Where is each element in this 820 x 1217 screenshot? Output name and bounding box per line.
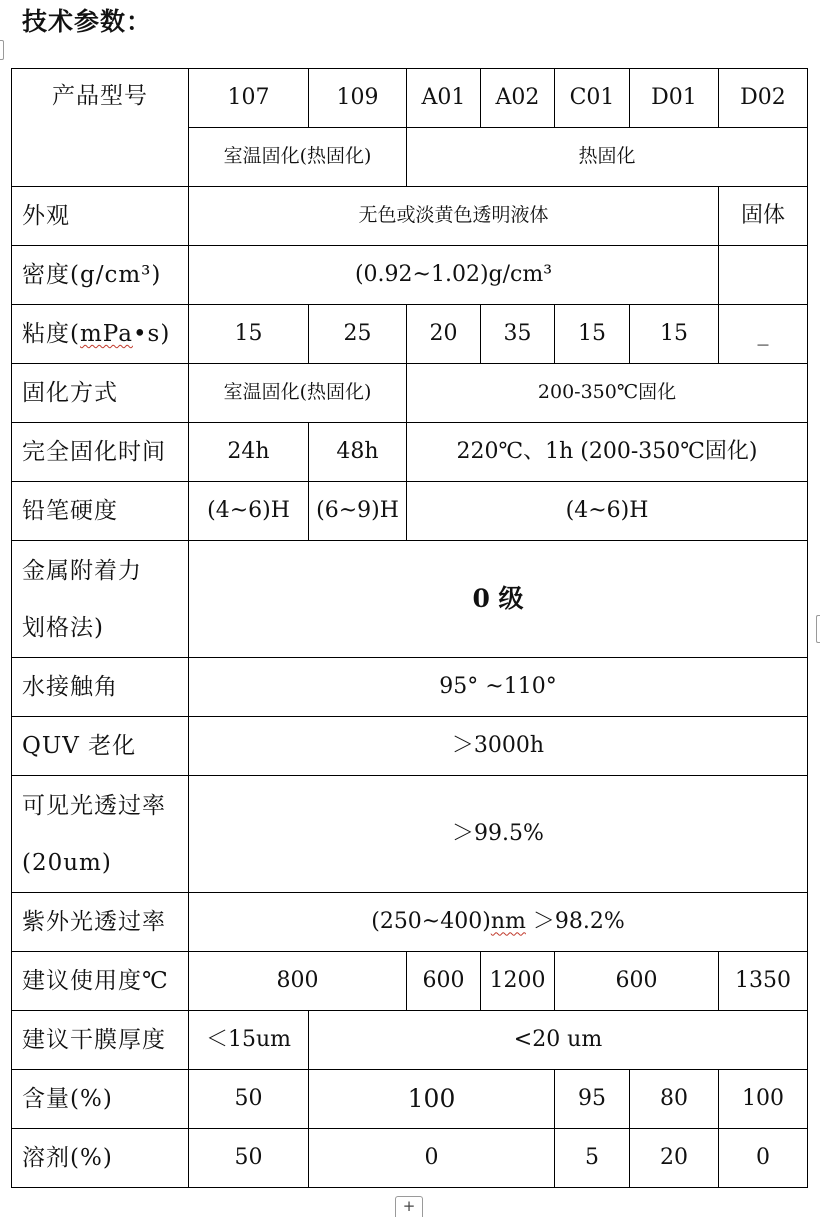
table-row — [12, 187, 808, 246]
content-d01-cell: 80 — [630, 1070, 719, 1129]
table-row — [12, 1011, 808, 1070]
viscosity-label — [12, 305, 189, 364]
pencil-hardness-label: 铅笔硬度 — [12, 482, 189, 541]
appearance-label: 外观 — [12, 187, 189, 246]
model-107-cell: 107 — [189, 69, 309, 128]
page-heading: 技术参数： — [22, 7, 153, 36]
table-row — [12, 1070, 808, 1129]
content-109-a02-cell: 100 — [309, 1070, 555, 1129]
density-label: 密度(g/cm³) — [12, 246, 189, 305]
full-cure-time-others-cell: 220℃、1h (200-350℃固化) — [407, 423, 808, 482]
technical-parameters-table — [11, 68, 808, 1188]
recommended-temp-107-109-cell: 800 — [189, 952, 407, 1011]
recommended-temp-d02-cell: 1350 — [719, 952, 808, 1011]
recommended-temp-label: 建议使用度℃ — [12, 952, 189, 1011]
content-107-cell: 50 — [189, 1070, 309, 1129]
adhesion-label — [12, 541, 189, 658]
table-row — [12, 776, 808, 893]
table-row — [12, 482, 808, 541]
table-row — [12, 952, 808, 1011]
dry-film-thickness-others-cell: <20 um — [309, 1011, 808, 1070]
uv-range-text: (250~400) — [371, 909, 491, 935]
adhesion-label-line2: 划格法) — [22, 615, 104, 641]
adhesion-value-cell: 0 级 — [189, 541, 808, 658]
table-row — [12, 69, 808, 128]
viscosity-a01-cell: 20 — [407, 305, 481, 364]
uv-transmittance-label: 紫外光透过率 — [12, 893, 189, 952]
viscosity-c01-cell: 15 — [555, 305, 630, 364]
model-a02-cell: A02 — [481, 69, 555, 128]
cure-method-room-cell: 室温固化(热固化) — [189, 364, 407, 423]
recommended-temp-a02-cell: 1200 — [481, 952, 555, 1011]
table-row — [12, 893, 808, 952]
viscosity-d02-cell: _ — [719, 305, 808, 364]
cure-group-room-cell: 室温固化(热固化) — [189, 128, 407, 187]
viscosity-label-suffix: •s) — [132, 320, 171, 347]
viscosity-d01-cell: 15 — [630, 305, 719, 364]
solvent-d01-cell: 20 — [630, 1129, 719, 1188]
density-d02-empty-cell — [719, 246, 808, 305]
table-row — [12, 305, 808, 364]
pencil-hardness-others-cell: (4~6)H — [407, 482, 808, 541]
content-label: 含量(%) — [12, 1070, 189, 1129]
visible-transmittance-label-line2: (20um) — [22, 850, 112, 876]
viscosity-a02-cell: 35 — [481, 305, 555, 364]
cure-group-heat-cell: 热固化 — [407, 128, 808, 187]
full-cure-time-label: 完全固化时间 — [12, 423, 189, 482]
content-c01-cell: 95 — [555, 1070, 630, 1129]
recommended-temp-c01-d01-cell: 600 — [555, 952, 719, 1011]
quv-aging-label: QUV 老化 — [12, 717, 189, 776]
content-d02-cell: 100 — [719, 1070, 808, 1129]
dry-film-thickness-label: 建议干膜厚度 — [12, 1011, 189, 1070]
adhesion-label-line1: 金属附着力 — [22, 558, 142, 584]
table-row — [12, 1129, 808, 1188]
viscosity-unit-text: mPa — [79, 320, 133, 347]
table-row — [12, 423, 808, 482]
appearance-liquid-cell: 无色或淡黄色透明液体 — [189, 187, 719, 246]
table-row — [12, 658, 808, 717]
right-margin-marker — [816, 615, 820, 643]
uv-value-text: ＞98.2% — [525, 909, 625, 935]
visible-transmittance-label-line1: 可见光透过率 — [22, 793, 166, 819]
viscosity-107-cell: 15 — [189, 305, 309, 364]
add-row-button[interactable]: + — [395, 1196, 423, 1217]
viscosity-label-prefix: 粘度( — [22, 320, 80, 347]
model-d02-cell: D02 — [719, 69, 808, 128]
solvent-d02-cell: 0 — [719, 1129, 808, 1188]
dry-film-thickness-107-cell: ＜15um — [189, 1011, 309, 1070]
solvent-c01-cell: 5 — [555, 1129, 630, 1188]
cure-method-heat-cell: 200-350℃固化 — [407, 364, 808, 423]
full-cure-time-107-cell: 24h — [189, 423, 309, 482]
water-contact-angle-value-cell: 95° ~110° — [189, 658, 808, 717]
visible-transmittance-label — [12, 776, 189, 893]
model-c01-cell: C01 — [555, 69, 630, 128]
water-contact-angle-label: 水接触角 — [12, 658, 189, 717]
model-d01-cell: D01 — [630, 69, 719, 128]
left-margin-marker — [0, 40, 4, 60]
solvent-109-a02-cell: 0 — [309, 1129, 555, 1188]
appearance-solid-cell: 固体 — [719, 187, 808, 246]
table-row — [12, 364, 808, 423]
model-a01-cell: A01 — [407, 69, 481, 128]
visible-transmittance-value-cell: ＞99.5% — [189, 776, 808, 893]
uv-transmittance-value-cell — [189, 893, 808, 952]
solvent-107-cell: 50 — [189, 1129, 309, 1188]
recommended-temp-a01-cell: 600 — [407, 952, 481, 1011]
table-row — [12, 246, 808, 305]
cure-method-label: 固化方式 — [12, 364, 189, 423]
pencil-hardness-109-cell: (6~9)H — [309, 482, 407, 541]
table-row — [12, 541, 808, 658]
density-value-cell: (0.92~1.02)g/cm³ — [189, 246, 719, 305]
full-cure-time-109-cell: 48h — [309, 423, 407, 482]
model-109-cell: 109 — [309, 69, 407, 128]
quv-aging-value-cell: ＞3000h — [189, 717, 808, 776]
viscosity-109-cell: 25 — [309, 305, 407, 364]
pencil-hardness-107-cell: (4~6)H — [189, 482, 309, 541]
uv-unit-text: nm — [490, 909, 526, 935]
model-label-cell: 产品型号 — [12, 69, 189, 187]
solvent-label: 溶剂(%) — [12, 1129, 189, 1188]
table-row — [12, 717, 808, 776]
